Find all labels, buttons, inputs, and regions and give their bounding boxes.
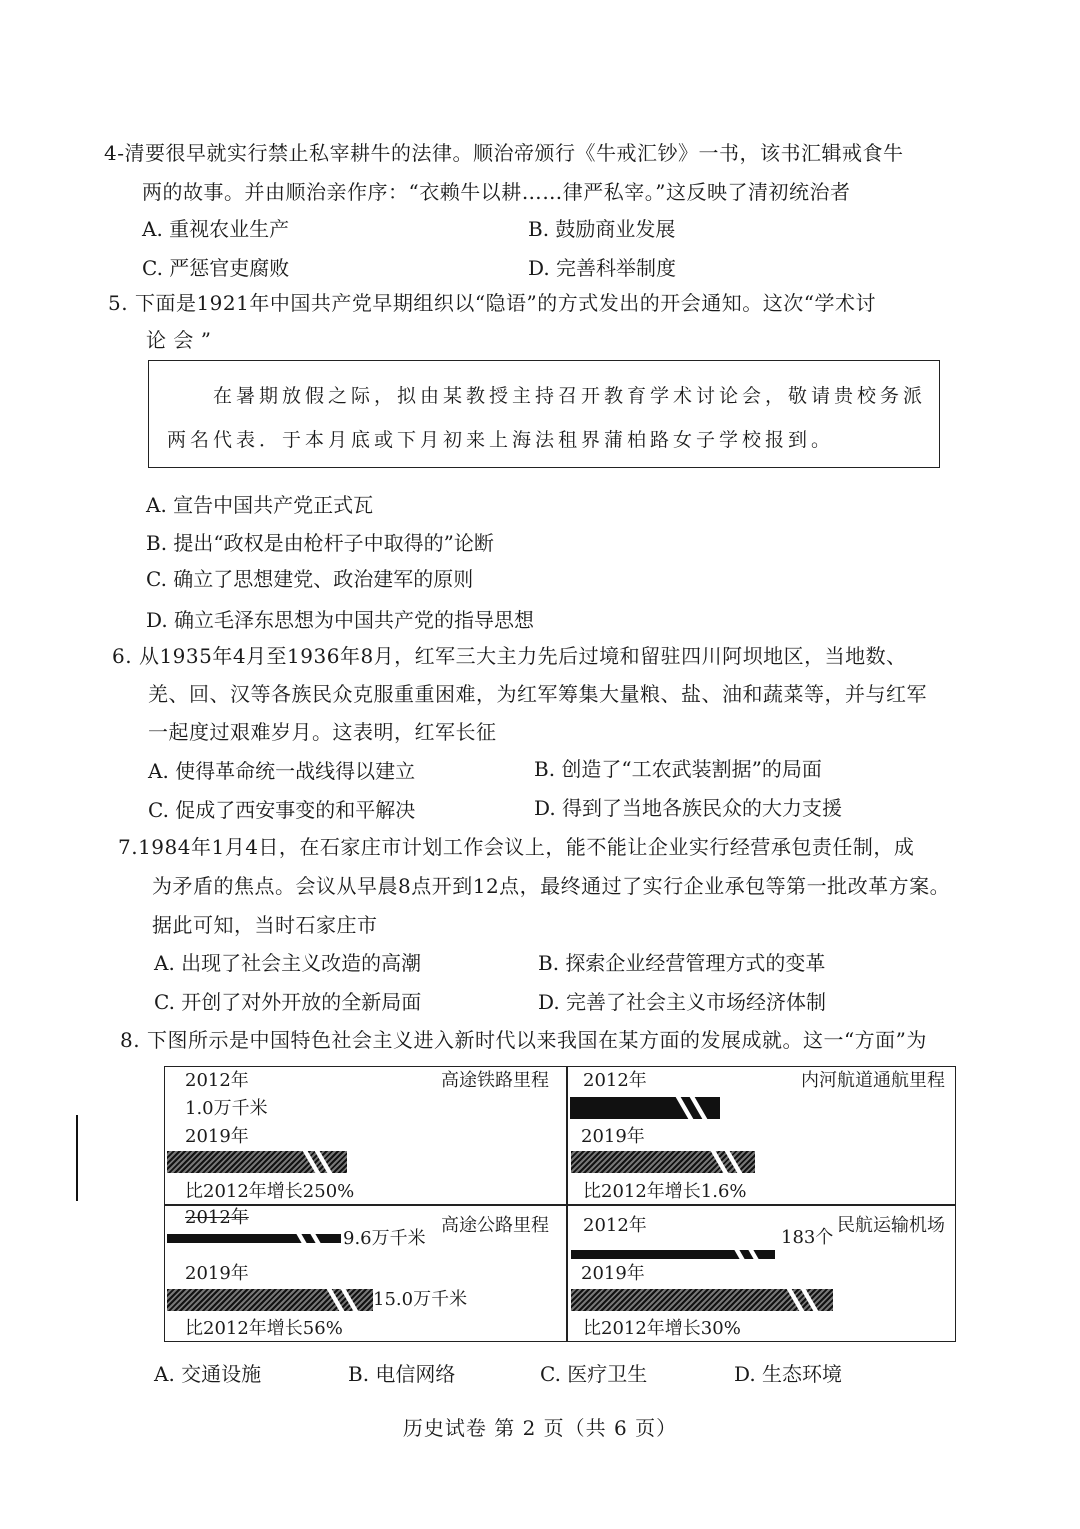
- panel-railway-label-2012: 2012年: [185, 1070, 249, 1091]
- panel-waterway-bar-2019: [571, 1151, 755, 1173]
- panel-railway-value-2012: 1.0万千米: [185, 1098, 268, 1119]
- q4-option-a: A. 重视农业生产: [142, 217, 290, 241]
- page-footer: 历史试卷 第 2 页（共 6 页）: [402, 1416, 678, 1440]
- panel-highway-value-2012: 9.6万千米: [343, 1228, 426, 1249]
- panel-airport-growth: 比2012年增长30%: [583, 1318, 741, 1339]
- panel-airport-label-2019: 2019年: [581, 1263, 645, 1284]
- panel-highway-label-2019: 2019年: [185, 1263, 249, 1284]
- panel-waterway-title: 内河航道通航里程: [801, 1070, 945, 1091]
- panel-waterway-growth: 比2012年增长1.6%: [583, 1181, 747, 1202]
- panel-railway-bar-2019: [167, 1151, 347, 1173]
- panel-railway-title: 高途铁路里程: [441, 1070, 549, 1091]
- q5-option-b: B. 提出“政权是由枪杆子中取得的”论断: [146, 531, 494, 555]
- q7-stem-line2: 为矛盾的焦点。会议从早晨8点开到12点，最终通过了实行企业承包等第一批改革方案。: [152, 874, 951, 898]
- panel-airport-bar-2012: [571, 1250, 775, 1259]
- panel-highway-growth: 比2012年增长56%: [185, 1318, 343, 1339]
- panel-waterway-label-2012: 2012年: [583, 1070, 647, 1091]
- q6-stem-line1: 6. 从1935年4月至1936年8月，红军三大主力先后过境和留驻四川阿坝地区，当地数、: [112, 644, 907, 668]
- margin-mark: [76, 1115, 78, 1201]
- notice-line1: 在暑期放假之际，拟由某教授主持召开教育学术讨论会，敬请贵校务派: [213, 385, 927, 407]
- q7-option-d: D. 完善了社会主义市场经济体制: [538, 990, 827, 1014]
- panel-airport-value-2012: 183个: [781, 1227, 834, 1248]
- q7-stem-line1: 7.1984年1月4日，在石家庄市计划工作会议上，能不能让企业实行经营承包责任制，成: [118, 835, 915, 859]
- q8-option-c: C. 医疗卫生: [540, 1362, 648, 1386]
- q6-stem-line3: 一起度过艰难岁月。这表明，红军长征: [148, 720, 497, 744]
- q7-stem-line3: 据此可知，当时石家庄市: [152, 913, 378, 937]
- q6-stem-line2: 羌、回、汉等各族民众克服重重困难，为红军筹集大量粮、盐、油和蔬菜等，并与红军: [148, 682, 927, 706]
- notice-line2: 两名代表．于本月底或下月初来上海法租界蒲柏路女子学校报到。: [167, 429, 835, 451]
- q6-option-d: D. 得到了当地各族民众的大力支援: [534, 796, 843, 820]
- panel-highway-title: 高途公路里程: [441, 1215, 549, 1236]
- chart-horizontal-divider: [165, 1204, 955, 1206]
- panel-airport-title: 民航运输机场: [837, 1215, 945, 1236]
- q7-option-c: C. 开创了对外开放的全新局面: [154, 990, 422, 1014]
- meeting-notice-box: [148, 360, 940, 468]
- panel-highway-value-2019: 15.0万千米: [373, 1289, 468, 1310]
- q8-option-d: D. 生态环境: [734, 1362, 843, 1386]
- q5-stem-line1: 5. 下面是1921年中国共产党早期组织以“隐语”的方式发出的开会通知。这次“学术讨: [108, 291, 877, 315]
- q5-option-a: A. 宣告中国共产党正式瓦: [146, 493, 374, 517]
- q6-option-a: A. 使得革命统一战线得以建立: [148, 759, 416, 783]
- panel-highway-bar-2012: [167, 1234, 341, 1243]
- q4-stem-line2: 两的故事。并由顺治亲作序：“衣赖牛以耕……律严私宰。”这反映了清初统治者: [142, 180, 851, 204]
- q8-option-a: A. 交通设施: [154, 1362, 262, 1386]
- panel-railway-label-2019: 2019年: [185, 1126, 249, 1147]
- q5-option-d: D. 确立毛泽东思想为中国共产党的指导思想: [146, 608, 535, 632]
- q4-stem-line1: 4-清要很早就实行禁止私宰耕牛的法律。顺治帝颁行《牛戒汇钞》一书，该书汇辑戒食牛: [104, 141, 904, 165]
- q5-option-c: C. 确立了思想建党、政治建军的原则: [146, 567, 474, 591]
- q7-option-a: A. 出现了社会主义改造的高潮: [154, 951, 422, 975]
- q4-option-d: D. 完善科举制度: [528, 256, 677, 280]
- q7-option-b: B. 探索企业经营管理方式的变革: [538, 951, 826, 975]
- panel-waterway-bar-2012: [570, 1097, 720, 1119]
- q5-stem-line2: 论 会 ”: [146, 328, 212, 352]
- panel-highway-bar-2019: [167, 1289, 373, 1311]
- q4-option-b: B. 鼓励商业发展: [528, 217, 676, 241]
- panel-railway-growth: 比2012年增长250%: [185, 1181, 355, 1202]
- panel-highway-label-2012: 2012年: [185, 1207, 249, 1228]
- q6-option-b: B. 创造了“工农武装割据”的局面: [534, 757, 822, 781]
- q8-stem-line1: 8. 下图所示是中国特色社会主义进入新时代以来我国在某方面的发展成就。这一“方面”为: [120, 1028, 927, 1052]
- panel-airport-bar-2019: [571, 1289, 833, 1311]
- panel-airport-label-2012: 2012年: [583, 1215, 647, 1236]
- achievement-chart: [164, 1066, 956, 1342]
- q6-option-c: C. 促成了西安事变的和平解决: [148, 798, 416, 822]
- q4-option-c: C. 严惩官吏腐败: [142, 256, 290, 280]
- panel-waterway-label-2019: 2019年: [581, 1126, 645, 1147]
- q8-option-b: B. 电信网络: [348, 1362, 456, 1386]
